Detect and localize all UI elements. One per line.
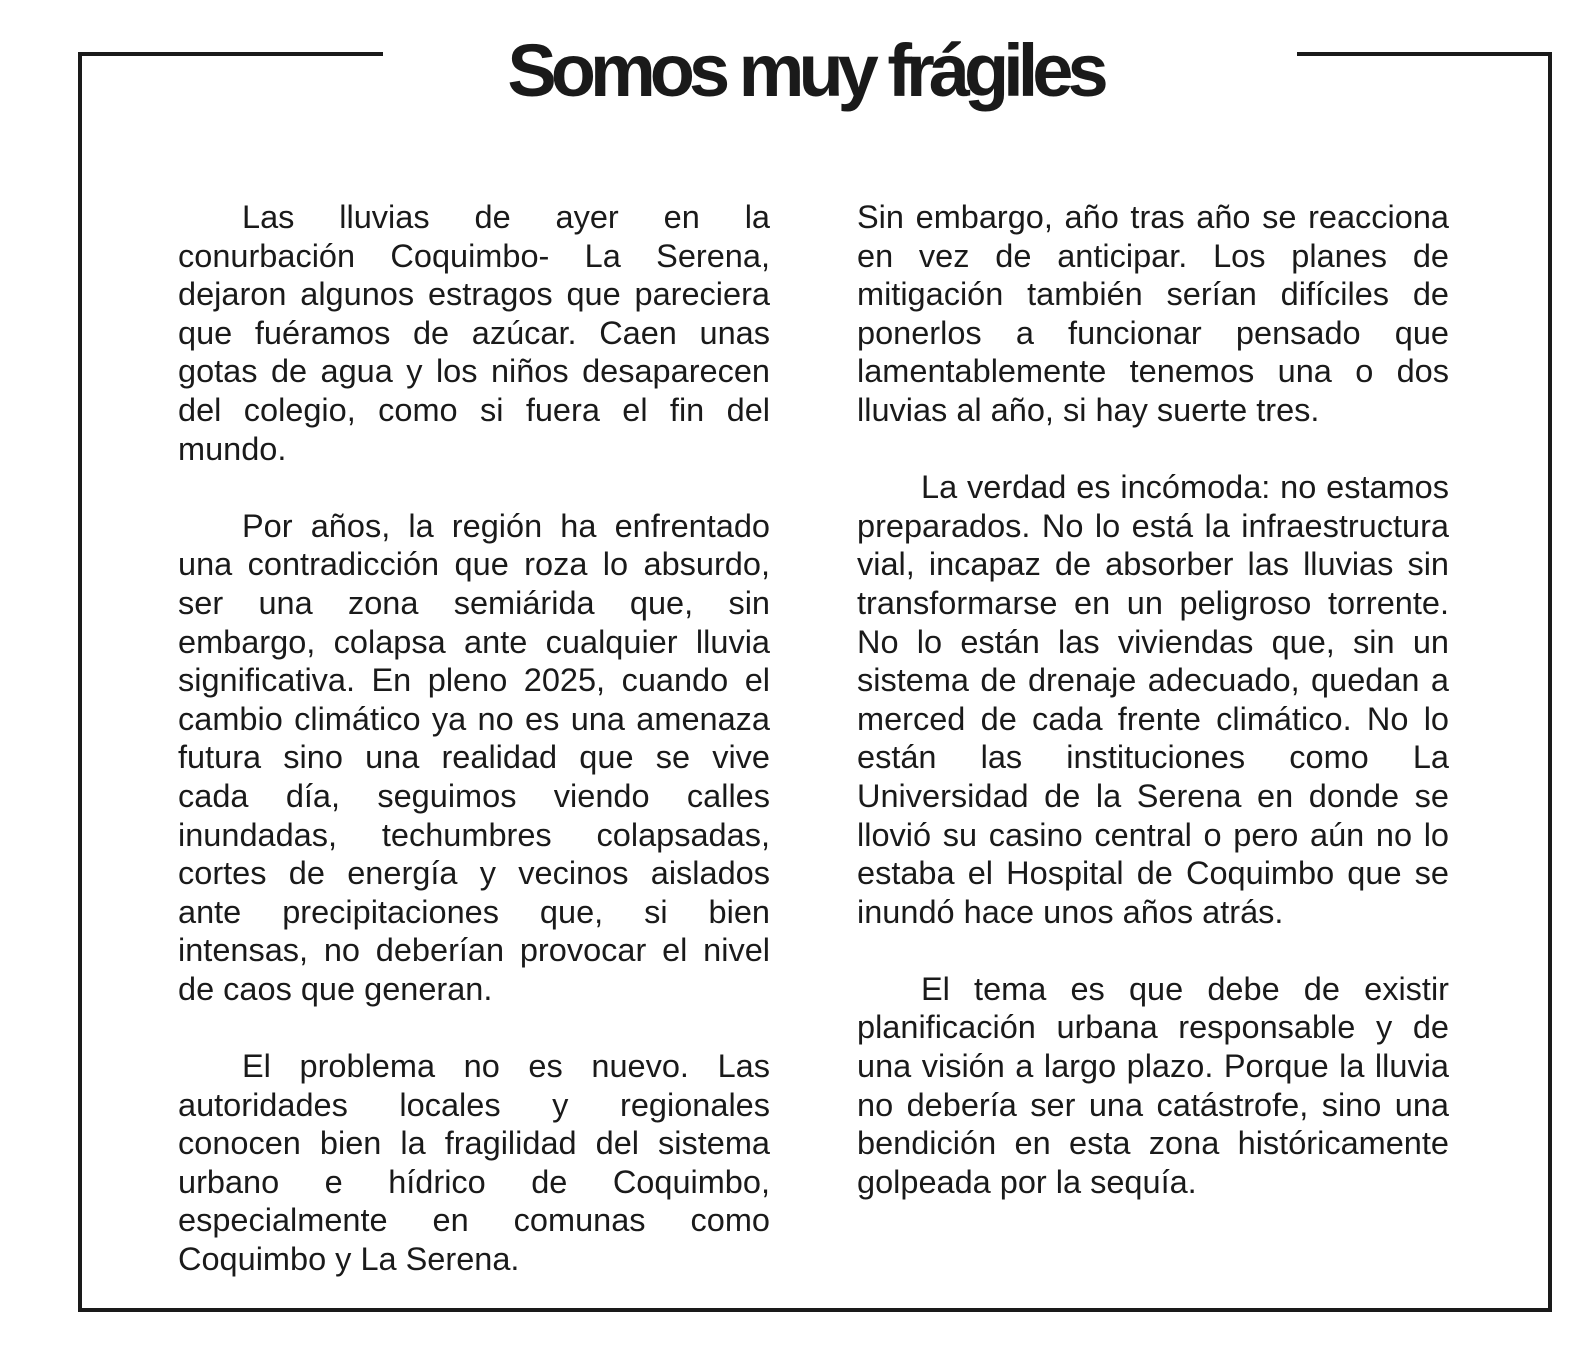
paragraph-1: Las lluvias de ayer en la conurbación Coquimbo- La Serena, dejaron algunos estragos que pareciera que fuéramos de azúcar. Caen unas gotas de agua y los niños desaparecen del colegio, como si fuera el fin del mundo. xyxy=(178,199,770,467)
article-column-left xyxy=(178,198,770,1317)
paragraph-6: El tema es que debe de existir planificación urbana responsable y de una visión a largo plazo. Porque la lluvia no debería ser una catástrofe, sino una bendición en esta zona históricamente golpeada por la sequía. xyxy=(857,970,1449,1200)
paragraph-4: Sin embargo, año tras año se reacciona en vez de anticipar. Los planes de mitigación también serían difíciles de ponerlos a funcionar pensado que lamentablemente tenemos una o dos lluvias al año, si hay suerte tres. xyxy=(857,199,1449,428)
article-column-right xyxy=(857,198,1449,1240)
paragraph-2: Por años, la región ha enfrentado una contradicción que roza lo absurdo, ser una zona semiárida que, sin embargo, colapsa ante cualquier lluvia significativa. En pleno 2025, cuando el cambio climático ya no es una amenaza futura sino una realidad que se vive cada día, seguimos viendo calles inundadas, techumbres colapsadas, cortes de energía y vecinos aislados ante precipitaciones que, si bien intensas, no deberían provocar el nivel de caos que generan. xyxy=(178,507,770,1007)
paragraph-3: El problema no es nuevo. Las autoridades locales y regionales conocen bien la fragilidad del sistema urbano e hídrico de Coquimbo, especialmente en comunas como Coquimbo y La Serena. xyxy=(178,1048,770,1278)
paragraph-5: La verdad es incómoda: no estamos preparados. No lo está la infraestructura vial, incapaz de absorber las lluvias sin transformarse en un peligroso torrente. No lo están las viviendas que, sin un sistema de drenaje adecuado, quedan a merced de cada frente climático. No lo están las instituciones como La Universidad de la Serena en donde se llovió su casino central o pero aún no lo estaba el Hospital de Coquimbo que se inundó hace unos años atrás. xyxy=(857,469,1449,930)
article-headline: Somos muy frágiles xyxy=(507,29,1103,112)
